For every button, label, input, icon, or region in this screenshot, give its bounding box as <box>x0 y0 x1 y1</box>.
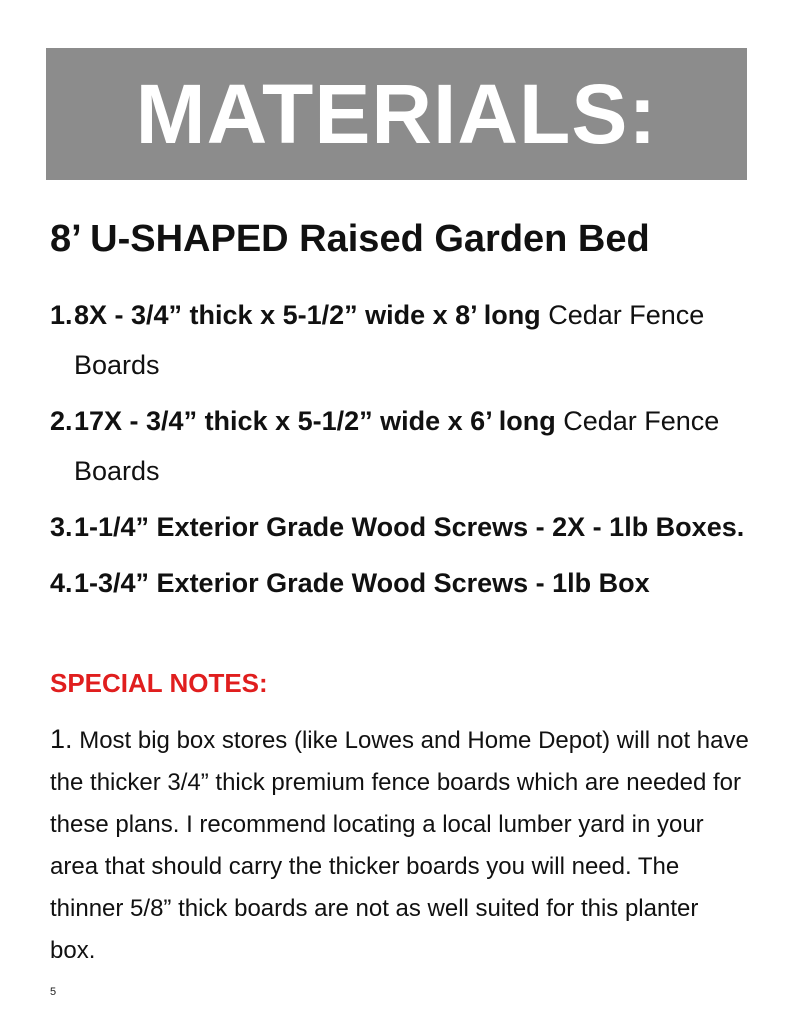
item-bold-text: 1-1/4” Exterior Grade Wood Screws - 2X - 1lb Boxes. <box>74 512 745 542</box>
item-bold-text: 17X - 3/4” thick x 5-1/2” wide x 6’ long <box>74 406 556 436</box>
item-text <box>74 396 750 496</box>
list-item <box>50 502 750 552</box>
note-number: 1. <box>50 724 73 754</box>
list-item <box>50 396 750 496</box>
note-text: Most big box stores (like Lowes and Home Depot) will not have the thicker 3/4” thick premium fence boards which are needed for these plans. I recommend locating a local lumber yard in your area that should carry the thicker boards you will need. The thinner 5/8” thick boards are not as well suited for this planter box. <box>50 727 749 964</box>
item-text <box>74 290 750 390</box>
item-text <box>74 502 750 552</box>
materials-list <box>50 290 750 614</box>
item-number: 2. <box>50 406 73 436</box>
item-number: 4. <box>50 568 73 598</box>
item-regular-text: Cedar Fence Boards <box>74 300 705 380</box>
item-number: 3. <box>50 512 73 542</box>
page-number: 5 <box>50 986 57 998</box>
item-bold-text: 8X - 3/4” thick x 5-1/2” wide x 8’ long <box>74 300 541 330</box>
list-item <box>50 558 750 608</box>
banner-title: MATERIALS: <box>135 67 658 161</box>
project-title: 8’ U-SHAPED Raised Garden Bed <box>50 218 650 260</box>
item-text <box>74 558 750 608</box>
item-number: 1. <box>50 300 73 330</box>
special-notes-heading: SPECIAL NOTES: <box>50 668 268 698</box>
materials-banner <box>46 48 747 180</box>
item-bold-text: 1-3/4” Exterior Grade Wood Screws - 1lb Box <box>74 568 650 598</box>
special-note <box>50 718 750 972</box>
list-item <box>50 290 750 390</box>
item-regular-text: Cedar Fence Boards <box>74 406 720 486</box>
